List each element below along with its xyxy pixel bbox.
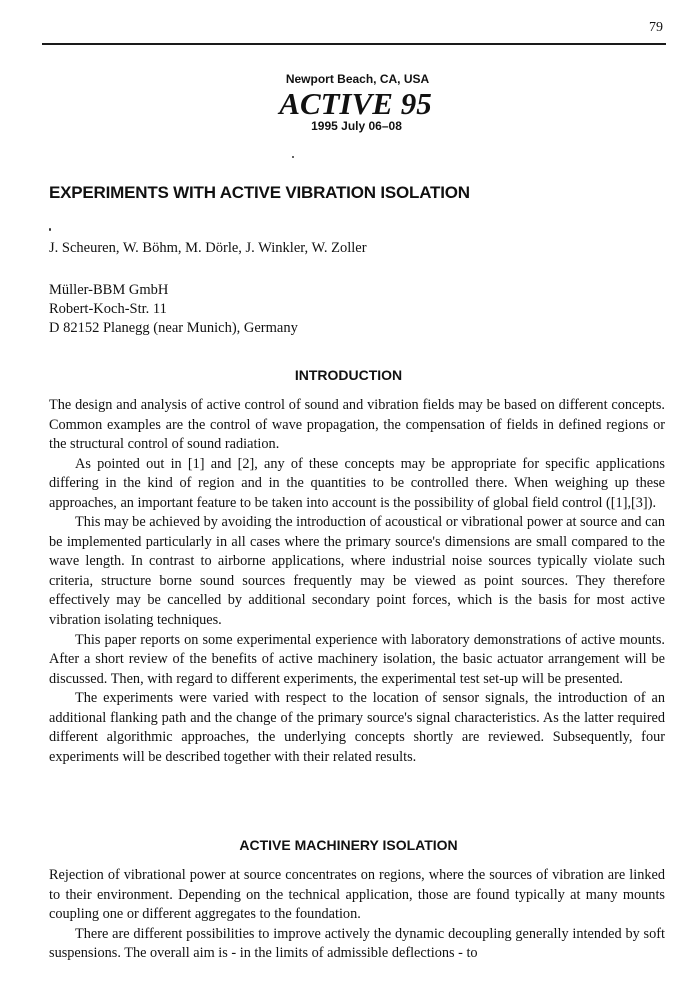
conference-location: Newport Beach, CA, USA — [285, 72, 430, 86]
paragraph: This paper reports on some experimental experience with laboratory demonstrations of active mounts. After a short review of the benefits of active machinery isolation, the basic actuator arrangement will be discussed. Then, with regard to different experiments, the experimental test set-up will be presented. — [49, 631, 665, 687]
affiliation-city: D 82152 Planegg (near Munich), Germany — [49, 320, 298, 336]
affiliation-organization: Müller-BBM GmbH — [49, 282, 169, 298]
paragraph: As pointed out in [1] and [2], any of these concepts may be appropriate for specific applications differing in the kind of region and in the quantities to be controlled there. When weighing up these approaches, an important feature to be taken into account is the possibility of global field control ([1],[3]). — [49, 455, 665, 511]
machinery-body — [49, 866, 665, 964]
affiliation — [49, 281, 298, 338]
header-rule — [42, 43, 666, 45]
paragraph: There are different possibilities to improve actively the dynamic decoupling generally intended by soft suspensions. The overall aim is - in the limits of admissible deflections - to — [49, 925, 665, 962]
paragraph: The design and analysis of active control of sound and vibration fields may be based on different concepts. Common examples are the control of wave propagation, the compensation of fields in defined regions or the structural control of sound radiation. — [49, 397, 665, 453]
scan-speck — [292, 156, 294, 158]
paragraph: This may be achieved by avoiding the introduction of acoustical or vibrational power at source and can be implemented particularly in all cases where the primary source's dimensions are small compared to the wave length. In contrast to airborne applications, where industrial noise sources typically violate such criteria, structure borne sound sources frequently may be viewed as point sources. They therefore effectively may be cancelled by additional secondary point forces, which is the basis for most active vibration isolating techniques. — [49, 514, 665, 629]
conference-dates: 1995 July 06–08 — [311, 119, 402, 133]
introduction-heading: INTRODUCTION — [294, 367, 403, 383]
paragraph: The experiments were varied with respect to the location of sensor signals, the introduction of an additional flanking path and the change of the primary source's signal characteristics. As the latter required different algorithmic approaches, the underlying concepts shortly are reviewed. Subsequently, four experiments will be described together with their related results. — [49, 690, 665, 765]
introduction-body — [49, 396, 665, 767]
conference-name: ACTIVE 95 — [279, 86, 432, 121]
conference-block — [0, 72, 697, 133]
affiliation-street: Robert-Koch-Str. 11 — [49, 301, 167, 317]
paper-title: EXPERIMENTS WITH ACTIVE VIBRATION ISOLATION — [49, 183, 470, 202]
scan-speck — [49, 228, 51, 231]
authors: J. Scheuren, W. Böhm, M. Dörle, J. Winkler, W. Zoller — [49, 240, 367, 256]
machinery-heading: ACTIVE MACHINERY ISOLATION — [239, 837, 458, 853]
page-number: 79 — [649, 20, 663, 35]
paragraph: Rejection of vibrational power at source concentrates on regions, where the sources of vibration are linked to their environment. Depending on the technical application, those are found typically at many mounts coupling one or different aggregates to the foundation. — [49, 867, 665, 923]
